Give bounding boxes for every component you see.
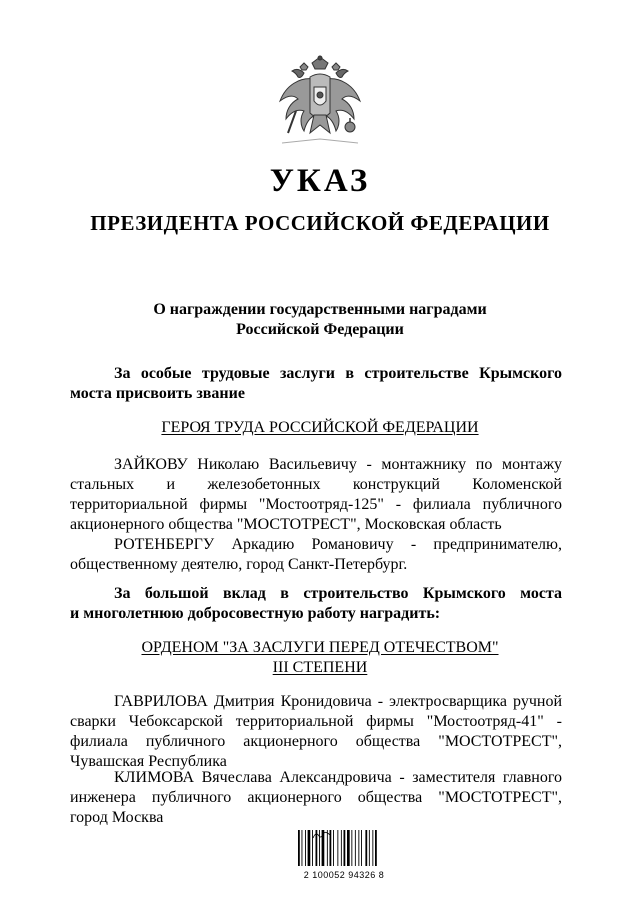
document-subtitle: ПРЕЗИДЕНТА РОССИЙСКОЙ ФЕДЕРАЦИИ bbox=[90, 211, 550, 235]
section1-intro bbox=[70, 364, 562, 404]
heading-line-1: О награждении государственными наградами bbox=[153, 301, 487, 318]
recipient-line: ГАВРИЛОВА Дмитрия Кронидовича - электросварщика ручной bbox=[114, 693, 562, 710]
decree-heading bbox=[0, 300, 640, 340]
recipient-line: РОТЕНБЕРГУ Аркадию Романовичу - предпринимателю, bbox=[114, 536, 562, 553]
award-title-order: ОРДЕНОМ "ЗА ЗАСЛУГИ ПЕРЕД ОТЕЧЕСТВОМ" III СТЕПЕНИ bbox=[141, 639, 499, 676]
recipient-line: акционерного общества "МОСТОТРЕСТ", Московская область bbox=[70, 516, 502, 533]
recipient-line: сварки Чебоксарской территориальной фирмы "Мостоотряд-41" - bbox=[70, 713, 562, 730]
recipient-line: Чувашская Республика bbox=[70, 753, 227, 770]
section2-intro-line-2: и многолетнюю добросовестную работу наградить: bbox=[70, 605, 441, 622]
section1-intro-line-2: моста присвоить звание bbox=[70, 385, 245, 402]
recipient-line: территориальной фирмы "Мостоотряд-125" - филиала публичного bbox=[70, 496, 562, 513]
recipient-line: инженера публичного акционерного общества "МОСТОТРЕСТ", bbox=[70, 789, 562, 806]
section2-intro-line-1: За большой вклад в строительство Крымского моста bbox=[114, 585, 562, 602]
award-title-hero: ГЕРОЯ ТРУДА РОССИЙСКОЙ ФЕДЕРАЦИИ bbox=[161, 419, 479, 436]
recipient-line: ЗАЙКОВУ Николаю Васильевичу - монтажнику по монтажу bbox=[114, 456, 562, 473]
recipient-line: город Москва bbox=[70, 809, 164, 826]
heading-line-2: Российской Федерации bbox=[236, 321, 404, 338]
recipient-klimov bbox=[70, 768, 562, 828]
recipient-line: стальных и железобетонных конструкций Коломенской bbox=[70, 476, 562, 493]
recipient-line: общественному деятелю, город Санкт-Петербург. bbox=[70, 556, 408, 573]
recipient-line: филиала публичного акционерного общества "МОСТОТРЕСТ", bbox=[70, 733, 562, 750]
document-title: УКАЗ bbox=[269, 163, 371, 199]
coat-of-arms-icon bbox=[274, 55, 366, 145]
barcode-bars bbox=[296, 830, 392, 868]
recipient-line: КЛИМОВА Вячеслава Александровича - заместителя главного bbox=[114, 769, 562, 786]
recipient-zaykov bbox=[70, 455, 562, 535]
section1-intro-line-1: За особые трудовые заслуги в строительстве Крымского bbox=[114, 365, 562, 382]
recipient-gavrilov bbox=[70, 692, 562, 772]
barcode bbox=[296, 830, 392, 880]
recipient-rotenberg bbox=[70, 535, 562, 575]
section2-intro bbox=[70, 584, 562, 624]
barcode-number: 2 100052 94326 8 bbox=[303, 870, 385, 880]
